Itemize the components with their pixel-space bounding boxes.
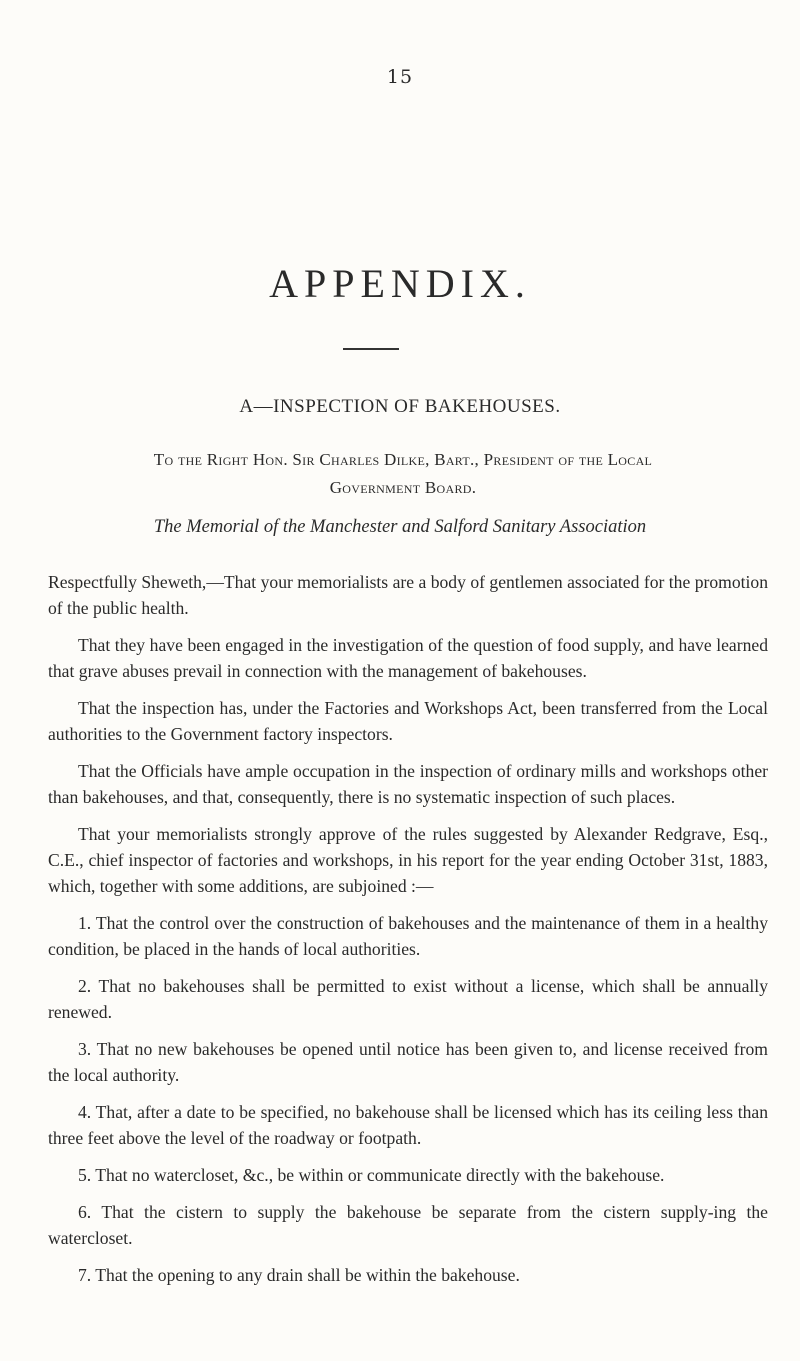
list-item: 4. That, after a date to be specified, no bakehouse shall be licensed which has its ceiling less than three feet above the level of the roadway or footpath.	[48, 1102, 768, 1148]
list-item: 6. That the cistern to supply the bakehouse be separate from the cistern supply-ing the watercloset.	[48, 1202, 768, 1248]
appendix-title: APPENDIX.	[269, 261, 531, 306]
address-line: Government Board.	[329, 478, 477, 497]
memorial-title: The Memorial of the Manchester and Salford Sanitary Association	[153, 517, 647, 537]
paragraph: That they have been engaged in the investigation of the question of food supply, and have learned that grave abuses prevail in connection with the management of bakehouses.	[48, 635, 768, 681]
list-item: 7. That the opening to any drain shall be within the bakehouse.	[78, 1265, 520, 1285]
list-item: 2. That no bakehouses shall be permitted to exist without a license, which shall be annually renewed.	[48, 976, 768, 1022]
paragraph: Respectfully Sheweth,—That your memorialists are a body of gentlemen associated for the promotion of the public health.	[48, 572, 768, 618]
body-text	[48, 569, 768, 1299]
paragraph: That the Officials have ample occupation in the inspection of ordinary mills and workshops other than bakehouses, and that, consequently, there is no systematic inspection of such places.	[48, 761, 768, 807]
address-line: To the Right Hon. Sir Charles Dilke, Bart., President of the Local	[153, 450, 653, 469]
section-heading: A—INSPECTION OF BAKEHOUSES.	[239, 396, 561, 417]
paragraph: That your memorialists strongly approve of the rules suggested by Alexander Redgrave, Esq., C.E., chief inspector of factories and workshops, in his report for the year ending October 31st, 1883, which, together with some additions, are subjoined :—	[48, 824, 768, 896]
list-item: 3. That no new bakehouses be opened until notice has been given to, and license received from the local authority.	[48, 1039, 768, 1085]
list-item: 1. That the control over the construction of bakehouses and the maintenance of them in a healthy condition, be placed in the hands of local authorities.	[48, 913, 768, 959]
list-item: 5. That no watercloset, &c., be within or communicate directly with the bakehouse.	[78, 1165, 665, 1185]
title-divider	[343, 348, 399, 350]
paragraph: That the inspection has, under the Factories and Workshops Act, been transferred from the Local authorities to the Government factory inspectors.	[48, 698, 768, 744]
address-block	[40, 446, 766, 502]
page-number: 15	[386, 66, 414, 88]
